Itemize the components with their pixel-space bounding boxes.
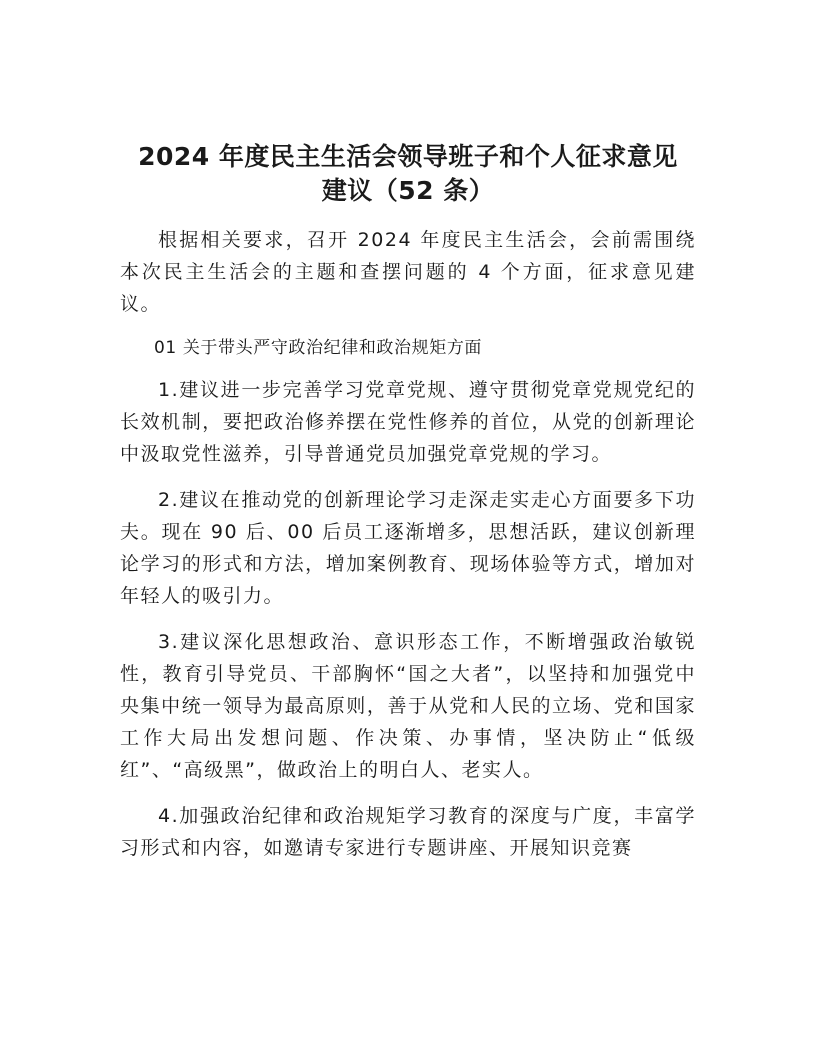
- suggestion-item-1: 1.建议进一步完善学习党章党规、遵守贯彻党章党规党纪的长效机制，要把政治修养摆在党性修养的首位，从党的创新理论中汲取党性滋养，引导普通党员加强党章党规的学习。: [120, 379, 696, 465]
- title-line-1: 2024 年度民主生活会领导班子和个人征求意见: [138, 142, 678, 171]
- document-title: [120, 140, 696, 208]
- suggestion-item-2: 2.建议在推动党的创新理论学习走深走实走心方面要多下功夫。现在 90 后、00 后员工逐渐增多，思想活跃，建议创新理论学习的形式和方法，增加案例教育、现场体验等方式，增加对年轻人的吸引力。: [120, 489, 696, 607]
- title-line-2: 建议（52 条）: [321, 176, 495, 205]
- section-heading: 01 关于带头严守政治纪律和政治规矩方面: [154, 338, 483, 358]
- document-body: [120, 140, 696, 878]
- suggestion-item-4: 4.加强政治纪律和政治规矩学习教育的深度与广度，丰富学习形式和内容，如邀请专家进行专题讲座、开展知识竞赛: [120, 805, 696, 859]
- intro-paragraph: 根据相关要求，召开 2024 年度民主生活会，会前需围绕本次民主生活会的主题和查摆问题的 4 个方面，征求意见建议。: [120, 229, 696, 315]
- suggestion-item-3: 3.建议深化思想政治、意识形态工作，不断增强政治敏锐性，教育引导党员、干部胸怀“国之大者”，以坚持和加强党中央集中统一领导为最高原则，善于从党和人民的立场、党和国家工作大局出发想问题、作决策、办事情，坚决防止“低级红”、“高级黑”，做政治上的明白人、老实人。: [120, 631, 696, 781]
